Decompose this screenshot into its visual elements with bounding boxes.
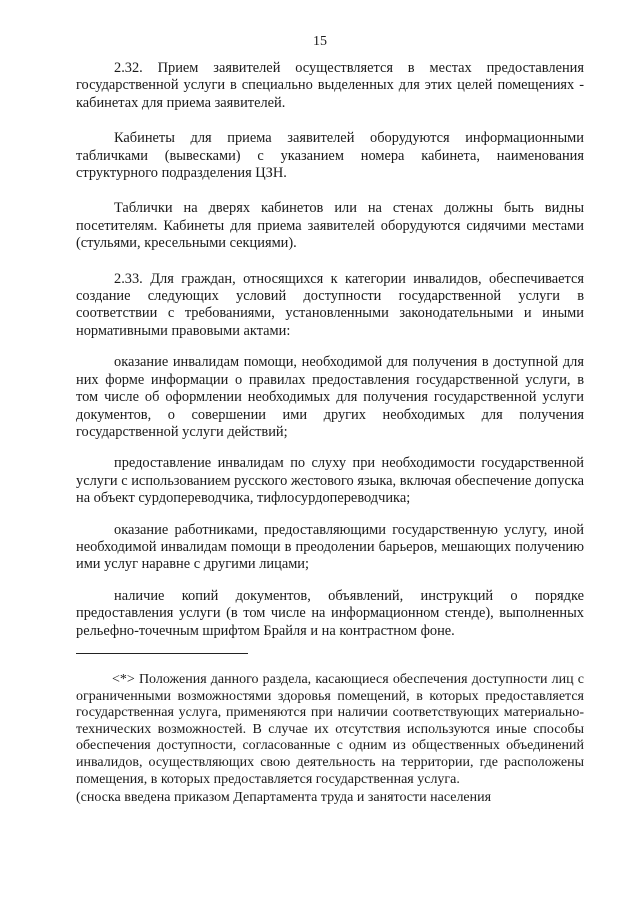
paragraph-sign-language: предоставление инвалидам по слуху при необходимости государственной услуги с использованием русского жестового языка, включая обеспечение допуска на объект сурдопереводчика, тифлосурдопереводчика; [76,455,584,507]
paragraph-braille-copies: наличие копий документов, объявлений, инструкций о порядке предоставления услуги (в том числе на информационном стенде), выполненных рельефно-точечным шрифтом Брайля и на контрастном фоне. [76,587,584,639]
footnote-source: (сноска введена приказом Департамента труда и занятости населения [76,790,492,806]
paragraph-door-signs: Таблички на дверях кабинетов или на стенах должны быть видны посетителям. Кабинеты для приема заявителей оборудуются сидячими местами (стульями, кресельными секциями). [76,200,584,252]
footnote [76,672,584,807]
page-number: 15 [313,34,327,49]
footnote-separator [76,653,248,654]
paragraph-assistance-info: оказание инвалидам помощи, необходимой для получения в доступной для них форме информации о правилах предоставления государственной услуги, в том числе об оформлении необходимых для получения государственной услуги документов, о совершении ими других необходимых для получения государственной услуги действий; [76,354,584,440]
paragraph-2-33: 2.33. Для граждан, относящихся к категории инвалидов, обеспечивается создание следующих условий доступности государственной услуги в соответствии с требованиями, установленными законодательными и иными нормативными правовыми актами: [76,270,584,339]
document-body [76,60,584,654]
paragraph-cabinet-signs: Кабинеты для приема заявителей оборудуются информационными табличками (вывесками) с указанием номера кабинета, наименования структурного подразделения ЦЗН. [76,130,584,182]
paragraph-barrier-help: оказание работниками, предоставляющими государственную услугу, иной необходимой инвалидам помощи в преодолении барьеров, мешающих получению ими услуг наравне с другими лицами; [76,521,584,573]
footnote-text: <*> Положения данного раздела, касающиеся обеспечения доступности лиц с ограниченными возможностями здоровья помещений, в которых предоставляется государственная услуга, применяются при наличии соответствующих материально-технических возможностей. В случае их отсутствия используются иные способы обеспечения доступности, согласованные с одним из общественных объединений инвалидов, осуществляющих свою деятельность на территории, где расположены помещения, в которых предоставляется государственная услуга. [76,672,584,787]
paragraph-2-32: 2.32. Прием заявителей осуществляется в местах предоставления государственной услуги в специально выделенных для этих целей помещениях - кабинетах для приема заявителей. [76,60,584,111]
